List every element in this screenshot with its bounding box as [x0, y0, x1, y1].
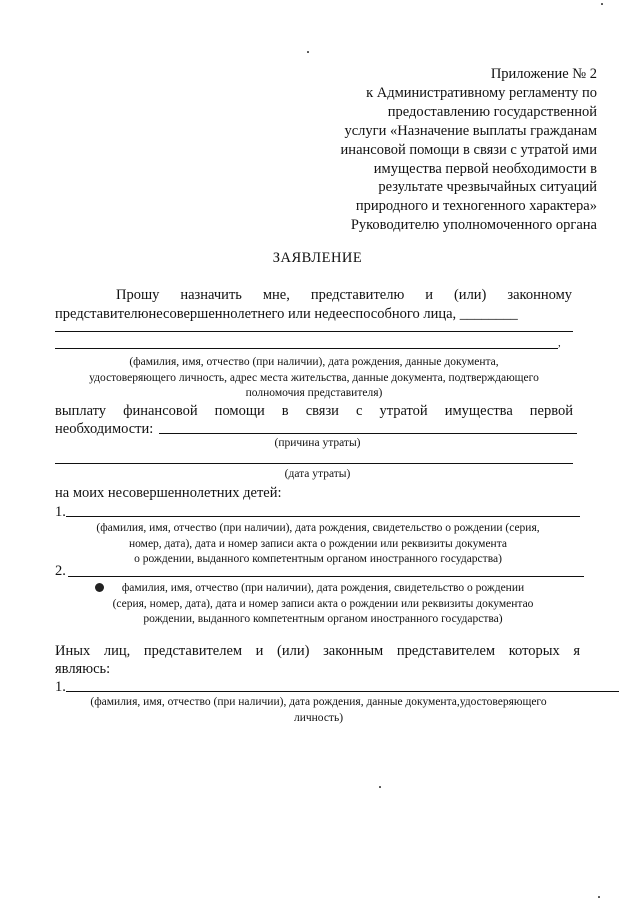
caption-line: удостоверяющего личность, адрес места жительства, данные документа, подтверждающего [89, 371, 539, 384]
caption-line: фамилия, имя, отчество (при наличии), дата рождения, свидетельство о рождении [121, 582, 525, 594]
child2-caption [60, 581, 586, 628]
date-caption: (дата утраты) [284, 468, 351, 480]
request-line-1-wrap [116, 287, 572, 304]
caption-line: (фамилия, имя, отчество (при наличии), дата рождения, данные документа,удостоверяющего [90, 696, 547, 708]
header-line: предоставлению государственной [387, 104, 597, 120]
header-line: услуги «Назначение выплаты гражданам [344, 123, 597, 139]
child1-field-line[interactable] [66, 516, 580, 517]
applicant-field-line[interactable] [55, 331, 573, 332]
scan-speck [601, 3, 603, 5]
header-line: результате чрезвычайных ситуаций [378, 179, 597, 195]
others-line-2: являюсь: [55, 661, 111, 677]
caption-line: рождении, выданного компетентным органом иностранного государства) [143, 613, 503, 625]
header-line: инансовой помощи в связи с утратой ими [340, 142, 597, 158]
caption-line: полномочия представителя) [245, 387, 383, 399]
caption-line: личность) [293, 711, 344, 724]
caption-line: (фамилия, имя, отчество (при наличии), дата рождения, данные документа, [129, 356, 499, 368]
applicant-caption [55, 355, 573, 402]
others-caption [55, 695, 582, 726]
document-title: ЗАЯВЛЕНИЕ [272, 250, 363, 266]
header-line: к Административному регламенту по [366, 85, 597, 101]
caption-line: (фамилия, имя, отчество (при наличии), дата рождения, свидетельство о рождении (серия, [96, 522, 540, 534]
reason-caption: (причина утраты) [274, 437, 361, 449]
children-heading: на моих несовершеннолетних детей: [55, 485, 282, 501]
payment-line-1: выплату финансовой помощи в связи с утратой имущества первой [55, 403, 573, 419]
scan-speck [598, 896, 600, 898]
request-line-2: представителюнесовершеннолетнего или недееспособного лица, ________ [55, 306, 518, 322]
others-field-line[interactable] [66, 691, 619, 692]
header-line: природного и техногенного характера» [355, 198, 597, 214]
reason-field-line[interactable] [159, 433, 577, 434]
others-number: 1. [55, 679, 66, 695]
others-line-1: Иных лиц, представителем и (или) законным представителем которых я [55, 643, 580, 659]
applicant-field-line[interactable] [55, 348, 558, 349]
child2-field-line[interactable] [68, 576, 584, 577]
child1-number: 1. [55, 504, 66, 520]
scan-speck [379, 786, 381, 788]
child2-number: 2. [55, 563, 66, 579]
scan-speck [307, 51, 309, 53]
caption-line: номер, дата), дата и номер записи акта о рождении или реквизиты документа [128, 537, 507, 550]
request-line-1: Прошу назначить мне, представителю и (или) законному [116, 287, 572, 303]
payment-line-1-wrap [55, 403, 573, 420]
caption-line: (серия, номер, дата), дата и номер записи акта о рождении или реквизиты документао [112, 597, 534, 610]
others-line-1-wrap [55, 643, 580, 660]
payment-line-2: необходимости: [55, 421, 154, 437]
date-field-line[interactable] [55, 463, 573, 464]
header-line: имущества первой необходимости в [373, 161, 597, 177]
child1-caption [55, 521, 581, 568]
caption-line: о рождении, выданного компетентным органом иностранного государства) [134, 553, 502, 565]
header-line: Руководителю уполномоченного органа [350, 217, 597, 233]
header-line: Приложение № 2 [490, 66, 597, 82]
comma-mark: , [558, 337, 561, 349]
